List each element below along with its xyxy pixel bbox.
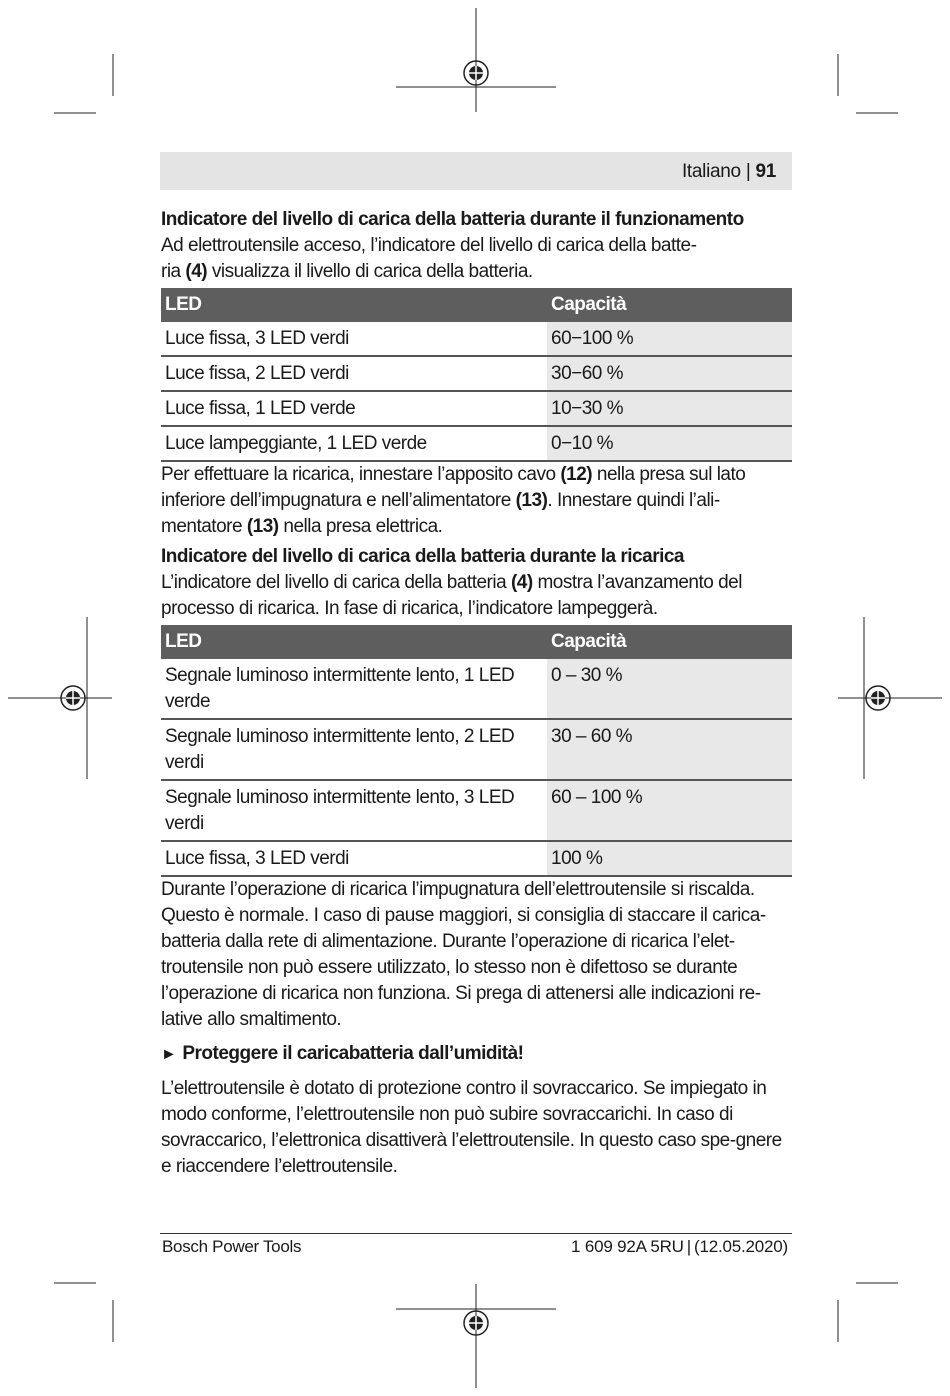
battery-level-table-operation: [161, 288, 792, 462]
page-content: [161, 207, 792, 1180]
warning-moisture: [161, 1041, 792, 1068]
table-header-capacity: Capacità: [547, 288, 792, 322]
ref-12: (12): [560, 464, 593, 485]
page-header: [160, 152, 792, 190]
table-header-row: [161, 625, 792, 659]
footer-separator: |: [686, 1237, 691, 1256]
warning-text: Proteggere il caricabatteria dall’umidità!: [182, 1043, 524, 1064]
table-header-led: LED: [161, 288, 547, 322]
section1-intro-text-end: visualizza il livello di carica della batteria.: [207, 261, 533, 282]
charging-text-4: nella presa elettrica.: [278, 516, 443, 537]
charging-notes: Durante l’operazione di ricarica l’impugnatura dell’elettroutensile si riscalda. Questo è normale. I caso di pause maggiori, si consiglia di staccare il carica-batteria dalla rete di alimentazione. Durante l’operazione di ricarica l’elet-troutensile non può essere utilizzato, lo stesso non è difettoso se durante l’operazione di ricarica non funziona. Si prega di attenersi alle indicazioni re-lative allo smaltimento.: [161, 879, 766, 1030]
table-cell-led: Segnale luminoso intermittente lento, 1 LED verde: [161, 659, 547, 719]
section1-intro-text: ria: [161, 261, 186, 282]
footer-doc-info: [571, 1237, 788, 1257]
table-cell-capacity: 100 %: [547, 841, 792, 876]
table-cell-capacity: 0−10 %: [547, 426, 792, 461]
ref-13: (13): [515, 490, 548, 511]
table-cell-capacity: 10−30 %: [547, 391, 792, 426]
table-row: [161, 356, 792, 391]
footer-brand: Bosch Power Tools: [162, 1237, 302, 1256]
ref-13-second: (13): [246, 516, 279, 537]
table-row: [161, 659, 792, 719]
table-cell-led: Luce fissa, 3 LED verdi: [161, 322, 547, 356]
header-text: [682, 161, 776, 183]
table-row: [161, 426, 792, 461]
table-cell-capacity: 30 – 60 %: [547, 719, 792, 780]
header-separator: |: [745, 161, 751, 182]
footer-date: (12.05.2020): [693, 1237, 788, 1256]
section2-intro: [161, 570, 792, 622]
charging-instructions: [161, 462, 792, 540]
section2-title: Indicatore del livello di carica della batteria durante la ricarica: [161, 546, 685, 567]
table-cell-led: Luce lampeggiante, 1 LED verde: [161, 426, 547, 461]
table-header-capacity: Capacità: [547, 625, 792, 659]
section2-intro-text: L’indicatore del livello di carica della batteria: [161, 572, 511, 593]
charging-text-2: nella presa sul lato inferiore dell’impugnatura e nell’alimentatore: [161, 464, 746, 511]
overload-protection: L’elettroutensile è dotato di protezione contro il sovraccarico. Se impiegato in modo conforme, l’elettroutensile non può subire sovraccarichi. In caso di sovraccarico, l’elettronica disattiverà l’elettroutensile. In questo caso spe-gnere e riaccendere l’elettroutensile.: [161, 1078, 782, 1177]
table-header-led: LED: [161, 625, 547, 659]
section1-intro: [161, 233, 792, 285]
charging-text-1: Per effettuare la ricarica, innestare l’apposito cavo: [161, 464, 561, 485]
charging-text-3: . Innestare quindi l’ali-mentatore: [161, 490, 720, 537]
table-row: [161, 841, 792, 876]
section2-intro-text-end: mostra l’avanzamento del processo di ricarica. In fase di ricarica, l’indicatore lampeggerà.: [161, 572, 742, 619]
ref-4: (4): [185, 261, 208, 282]
section1-intro-line1: Ad elettroutensile acceso, l’indicatore del livello di carica della batte-: [161, 235, 697, 256]
table-cell-led: Segnale luminoso intermittente lento, 3 LED verdi: [161, 780, 547, 841]
table-row: [161, 780, 792, 841]
footer-divider: [160, 1233, 792, 1234]
ref-4-charging: (4): [510, 572, 533, 593]
header-language: Italiano: [681, 161, 741, 182]
warning-triangle-icon: ►: [161, 1046, 177, 1063]
table-header-row: [161, 288, 792, 322]
table-row: [161, 322, 792, 356]
table-cell-capacity: 60−100 %: [547, 322, 792, 356]
table-cell-capacity: 60 – 100 %: [547, 780, 792, 841]
table-row: [161, 719, 792, 780]
table-cell-led: Luce fissa, 3 LED verdi: [161, 841, 547, 876]
table-cell-led: Luce fissa, 1 LED verde: [161, 391, 547, 426]
table-cell-led: Luce fissa, 2 LED verdi: [161, 356, 547, 391]
section1-title: Indicatore del livello di carica della batteria durante il funzionamento: [161, 209, 744, 230]
page-number: 91: [755, 161, 776, 182]
table-row: [161, 391, 792, 426]
table-cell-capacity: 30−60 %: [547, 356, 792, 391]
table-cell-capacity: 0 – 30 %: [547, 659, 792, 719]
table-cell-led: Segnale luminoso intermittente lento, 2 LED verdi: [161, 719, 547, 780]
battery-level-table-charging: [161, 625, 792, 877]
footer-doc-number: 1 609 92A 5RU: [571, 1237, 684, 1256]
